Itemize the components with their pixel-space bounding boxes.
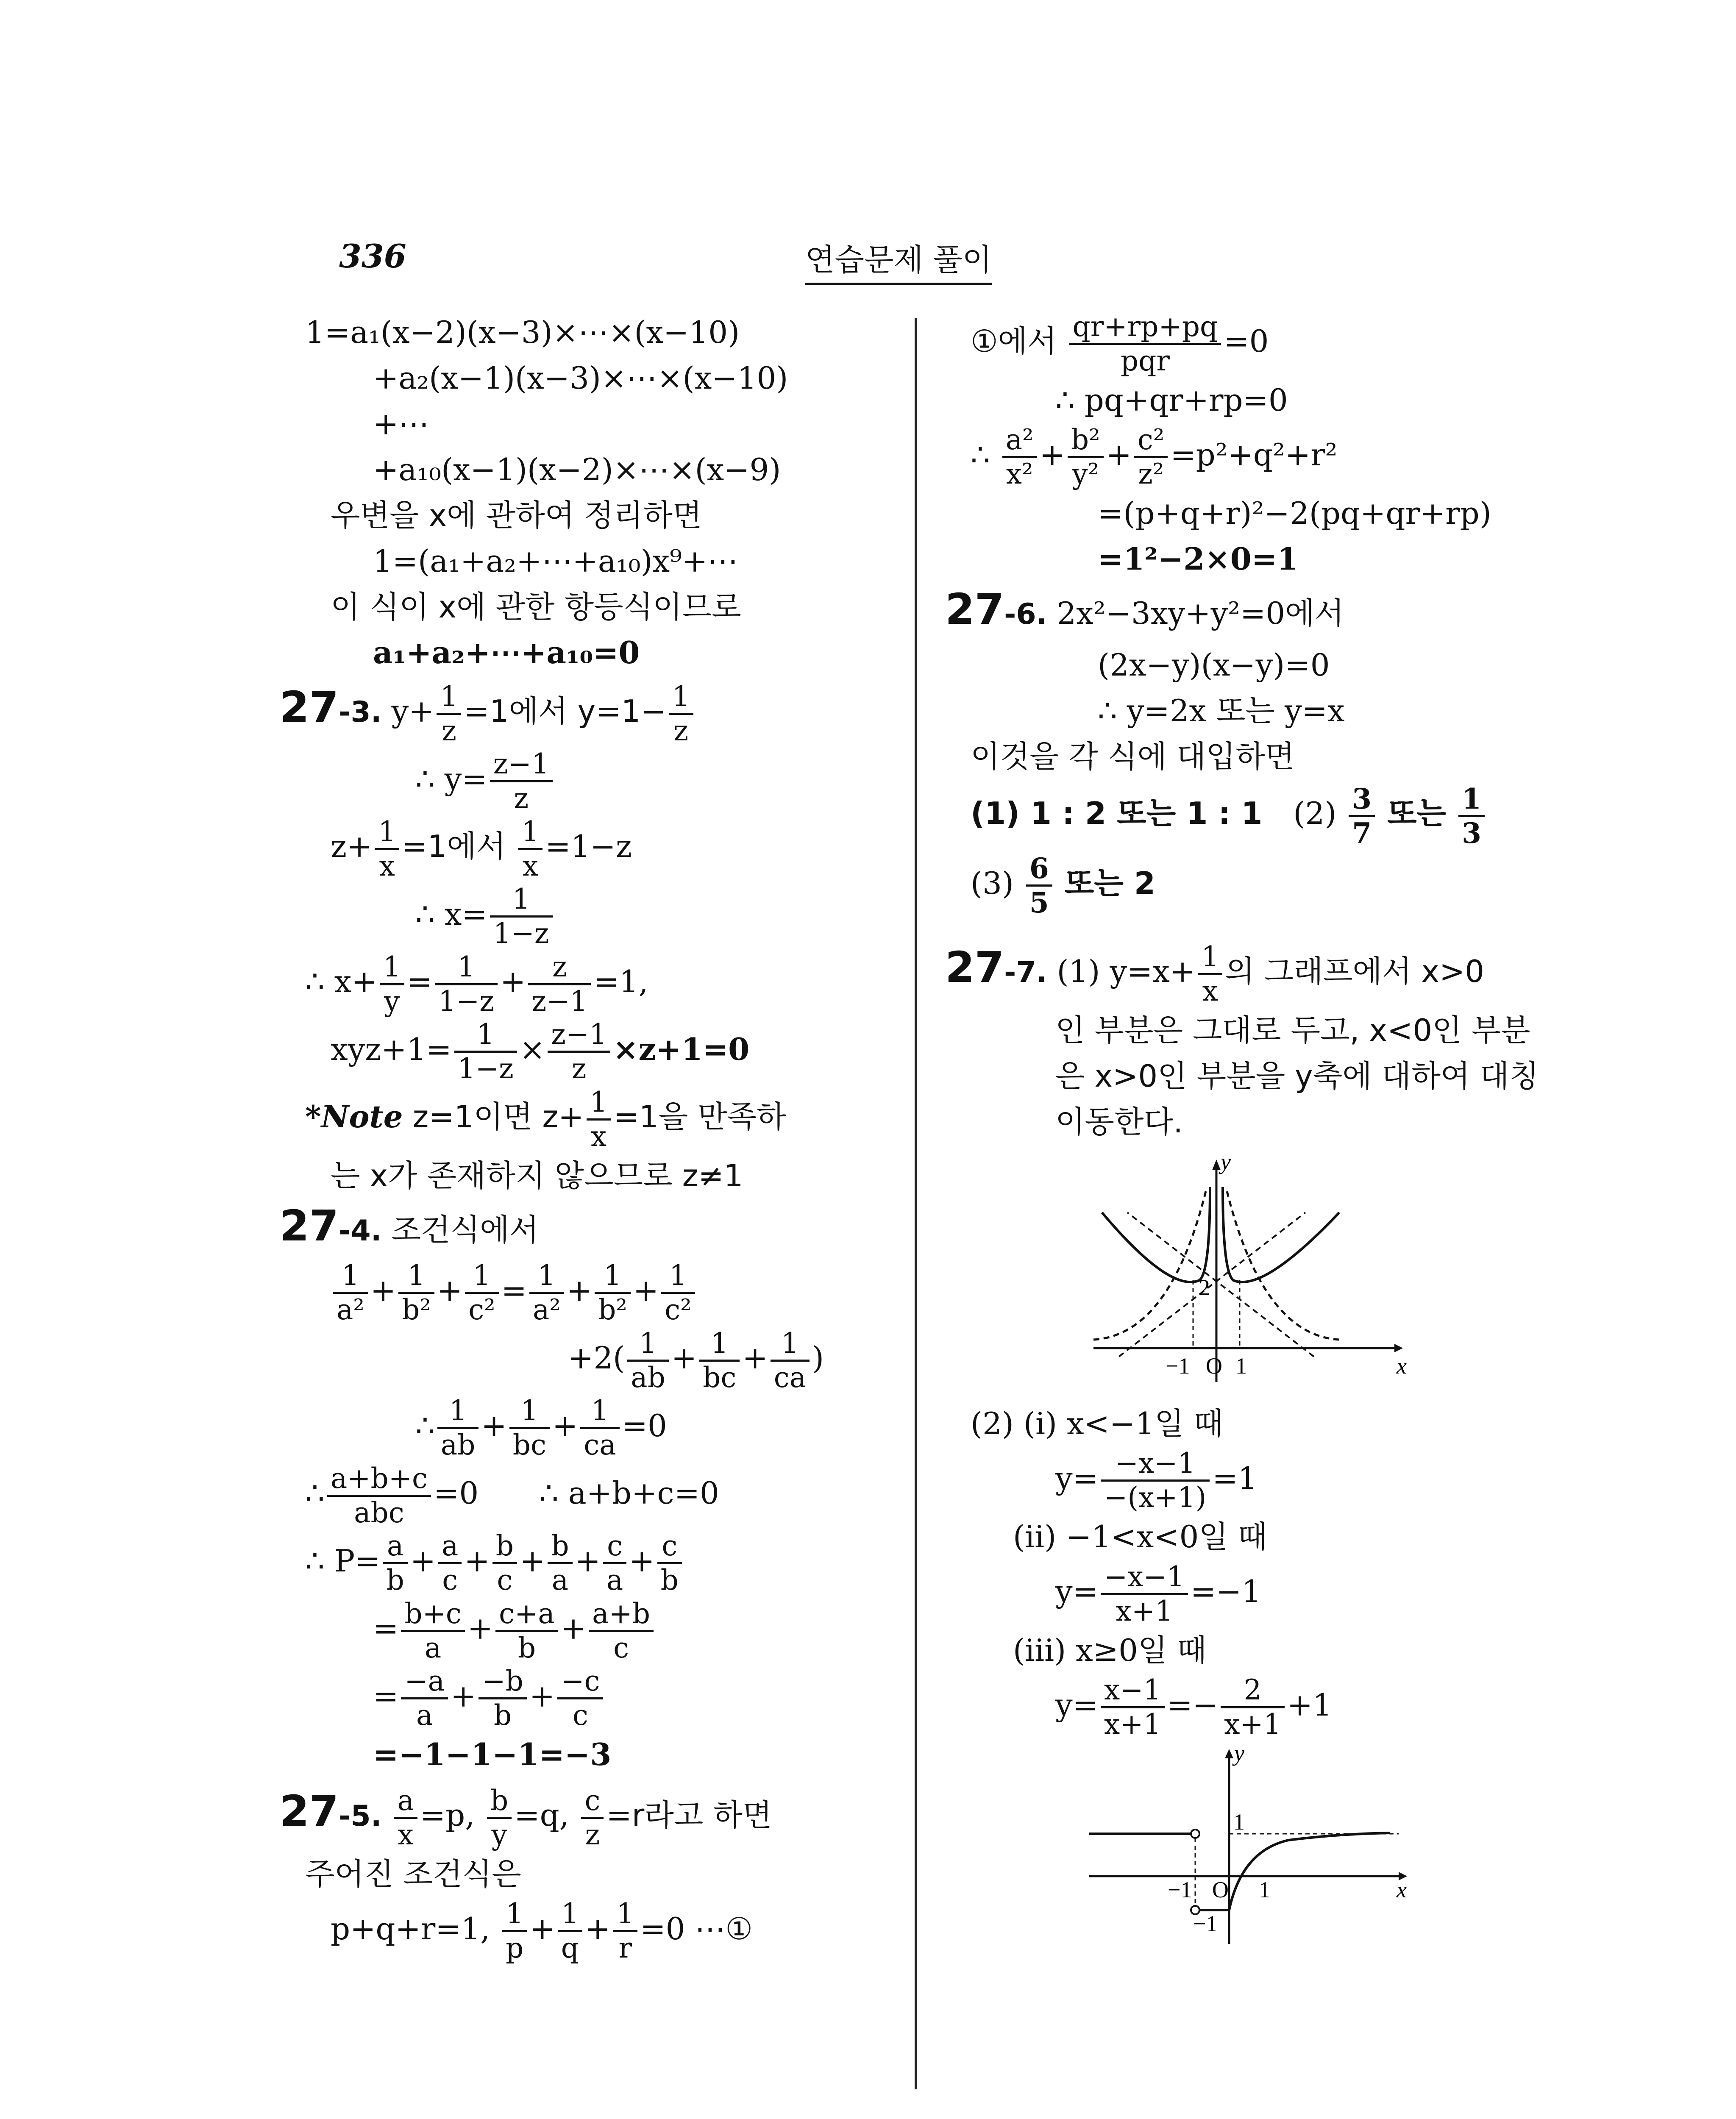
eq-line: ∴ P= $\frac{a}{b}$ + $\frac{a}{c}$ + $\frac{b}{c}$ + $\frac{b}{a}$ + $\frac{c}{a}$ + $\frac{c}{b}$ [305,1529,899,1597]
fraction: $\frac{1}{z}$ [437,681,461,747]
problem-27-7: 27-7. (1) y=x+ $\frac{1}{x}$ 의 그래프에서 x>0 [945,940,1485,1007]
problem-27-5: 27-5. $\frac{a}{x}$ =p, $\frac{b}{y}$ =q, $\frac{c}{z}$ =r라고 하면 [280,1784,772,1851]
tick-label: −1 [1193,1911,1218,1936]
problem-number: 27-4. [280,1201,382,1251]
y-axis-arrow [1212,1160,1221,1170]
y-axis-arrow [1225,1749,1233,1758]
eq-line: +⋯ [373,406,429,442]
left-column [280,309,899,1964]
tick-label: 1 [1259,1877,1270,1902]
x-axis-arrow [1394,1344,1403,1352]
x-label: x [1397,1877,1407,1902]
column-divider [915,318,917,2089]
eq-line: = $\frac{-a}{a}$ + $\frac{-b}{b}$ + $\frac{-c}{c}$ [305,1664,899,1732]
eq-line: +2( $\frac{1}{ab}$ + $\frac{1}{bc}$ + $\frac{1}{ca}$ ) [568,1326,824,1394]
asymptote-line [1127,1212,1314,1357]
tick-label: 1 [1235,1353,1247,1379]
fraction: $\frac{1}{z}$ [669,681,693,747]
eq-part: =1에서 y=1− [464,693,666,729]
eq-line: p+q+r=1, $\frac{1}{p}$ + $\frac{1}{q}$ + $\frac{1}{r}$ =0 ⋯① [331,1897,753,1964]
case-line: (iii) x≥0일 때 [1013,1632,1207,1668]
text-line: 이것을 각 식에 대입하면 [971,739,1295,774]
eq-line: ∴ y=2x 또는 y=x [1098,693,1345,729]
asymptote-line [1119,1212,1305,1357]
note-line: *Note z=1이면 z+ $\frac{1}{x}$ =1을 만족하 [305,1085,786,1153]
fraction: $\frac{1}{x}$ [375,816,399,882]
tick-label: 1 [1233,1809,1245,1835]
page-number: 336 [339,237,406,275]
eq-line: =−1−1−1=−3 [373,1736,612,1772]
eq-line: +a₁₀(x−1)(x−2)×⋯×(x−9) [373,452,781,487]
eq-line: 1=(a₁+a₂+⋯+a₁₀)x⁹+⋯ [373,543,738,579]
origin-label: O [1206,1353,1222,1379]
eq-line: ∴ $\frac{1}{ab}$ + $\frac{1}{bc}$ + $\frac{1}{ca}$ =0 [415,1394,667,1461]
fraction: $\frac{1}{1-z}$ [490,883,553,950]
graph-2 [1085,1749,1551,1950]
eq-line: ∴ x+ $\frac{1}{y}$ = $\frac{1}{1-z}$ + $\frac{z}{z-1}$ =1, [305,950,648,1018]
eq-line: +a₂(x−1)(x−3)×⋯×(x−10) [373,360,788,396]
eq-line: =1²−2×0=1 [1098,541,1299,577]
page-title: 연습문제 풀이 [805,235,992,285]
text-line: 인 부분은 그대로 두고, x<0인 부분 [1055,1012,1530,1048]
eq-line: ∴ y= $\frac{z-1}{z}$ [305,747,899,815]
text-line: 은 x>0인 부분을 y축에 대하여 대칭 [1055,1058,1539,1094]
eq-line: y= $\frac{x-1}{x+1}$ =− $\frac{2}{x+1}$ +1 [1055,1674,1332,1741]
eq-line: = $\frac{b+c}{a}$ + $\frac{c+a}{b}$ + $\frac{a+b}{c}$ [305,1596,899,1664]
text-line: 우변을 x에 관하여 정리하면 [331,498,702,533]
eq-line: ①에서 $\frac{qr+rp+pq}{\text{pqr}}$ =0 [971,310,1269,377]
problem-27-6: 27-6. 2x²−3xy+y²=0에서 [945,584,1344,634]
problem-number: 27-7. [945,943,1047,992]
eq-line: z+ $\frac{1}{x}$ =1에서 $\frac{1}{x}$ =1−z [331,815,632,882]
answer-line: (3) $\frac{6}{5}$ 또는 2 [971,852,1155,919]
eq-line: y= $\frac{-x-1}{x+1}$ =−1 [1055,1560,1261,1627]
hyperbola-left-dashed [1093,1191,1206,1340]
problem-27-4: 27-4. 조건식에서 [280,1201,539,1251]
fraction: $\frac{z}{z-1}$ [528,951,591,1018]
eq-line: ∴ $\frac{a+b+c}{\text{abc}}$ =0 ∴ a+b+c=0 [305,1462,719,1529]
origin-label: O [1212,1877,1229,1902]
case-line: (ii) −1<x<0일 때 [1013,1519,1268,1554]
problem-number: 27-5. [280,1786,382,1836]
case-line: (2) (i) x<−1일 때 [971,1405,1224,1441]
eq-line: =(p+q+r)²−2(pq+qr+rp) [1098,495,1491,531]
eq-line: xyz+1= $\frac{1}{1-z}$ × $\frac{z-1}{z}$ ×z+1=0 [331,1018,750,1085]
fraction: $\frac{1}{y}$ [380,951,404,1018]
graph-1 [1085,1153,1551,1392]
open-point [1191,1830,1199,1838]
fraction: $\frac{z-1}{z}$ [490,748,553,815]
problem-number: 27-3. [280,682,382,732]
text-line: 이 식이 x에 관한 항등식이므로 [331,589,741,625]
eq-line: $\frac{1}{\text{a²}}$ + $\frac{1}{\text{b²}}$ + $\frac{1}{\text{c²}}$ = $\frac{1}{\text{a²}}$ + $\frac{1}{\text{b²}}$ + $\frac{1}{\text{c²}}$ [305,1259,899,1326]
graph-1-svg [1085,1153,1407,1390]
tick-label: −1 [1168,1877,1192,1902]
eq-line: y= $\frac{-x-1}{-(x+1)}$ =1 [1055,1447,1257,1514]
text-line: 이동한다. [1055,1104,1183,1140]
eq-line: a₁+a₂+⋯+a₁₀=0 [373,634,640,670]
hyperbola-right-dashed [1227,1191,1339,1340]
tick-label: −1 [1166,1353,1190,1379]
tick-label: 2 [1199,1274,1210,1300]
fraction: $\frac{1}{1-z}$ [454,1018,517,1085]
fraction: $\frac{1}{x}$ [518,816,542,882]
y-label: y [1221,1153,1231,1174]
problem-number: 27-6. [945,584,1047,634]
eq-line: ∴ $\frac{\text{a²}}{\text{x²}}$ + $\frac{\text{b²}}{\text{y²}}$ + $\frac{\text{c²}}{\text{z²}}$ =p²+q²+r² [971,423,1338,490]
eq-line: (2x−y)(x−y)=0 [1098,647,1330,683]
text-line: 주어진 조건식은 [305,1856,521,1892]
curve-x-pos [1229,1833,1390,1910]
fraction: $\frac{1}{1-z}$ [435,951,498,1018]
right-column [945,309,1551,1958]
fraction: $\frac{z-1}{z}$ [548,1018,610,1085]
answer-line: (1) 1 : 2 또는 1 : 1 (2) $\frac{3}{7}$ 또는 $\frac{1}{3}$ [945,779,1551,849]
eq-line: ∴ x= $\frac{1}{1-z}$ [305,882,899,950]
eq-line: ∴ pq+qr+rp=0 [1055,382,1288,418]
x-label: x [1397,1353,1407,1379]
graph-2-svg [1085,1749,1407,1948]
y-label: y [1234,1749,1244,1766]
fraction: $\frac{1}{x}$ [587,1086,611,1153]
note-line: 는 x가 존재하지 않으므로 z≠1 [331,1157,743,1193]
eq-line: 1=a₁(x−2)(x−3)×⋯×(x−10) [305,314,740,350]
problem-27-3 [280,676,899,747]
eq-part: y+ [391,693,434,729]
